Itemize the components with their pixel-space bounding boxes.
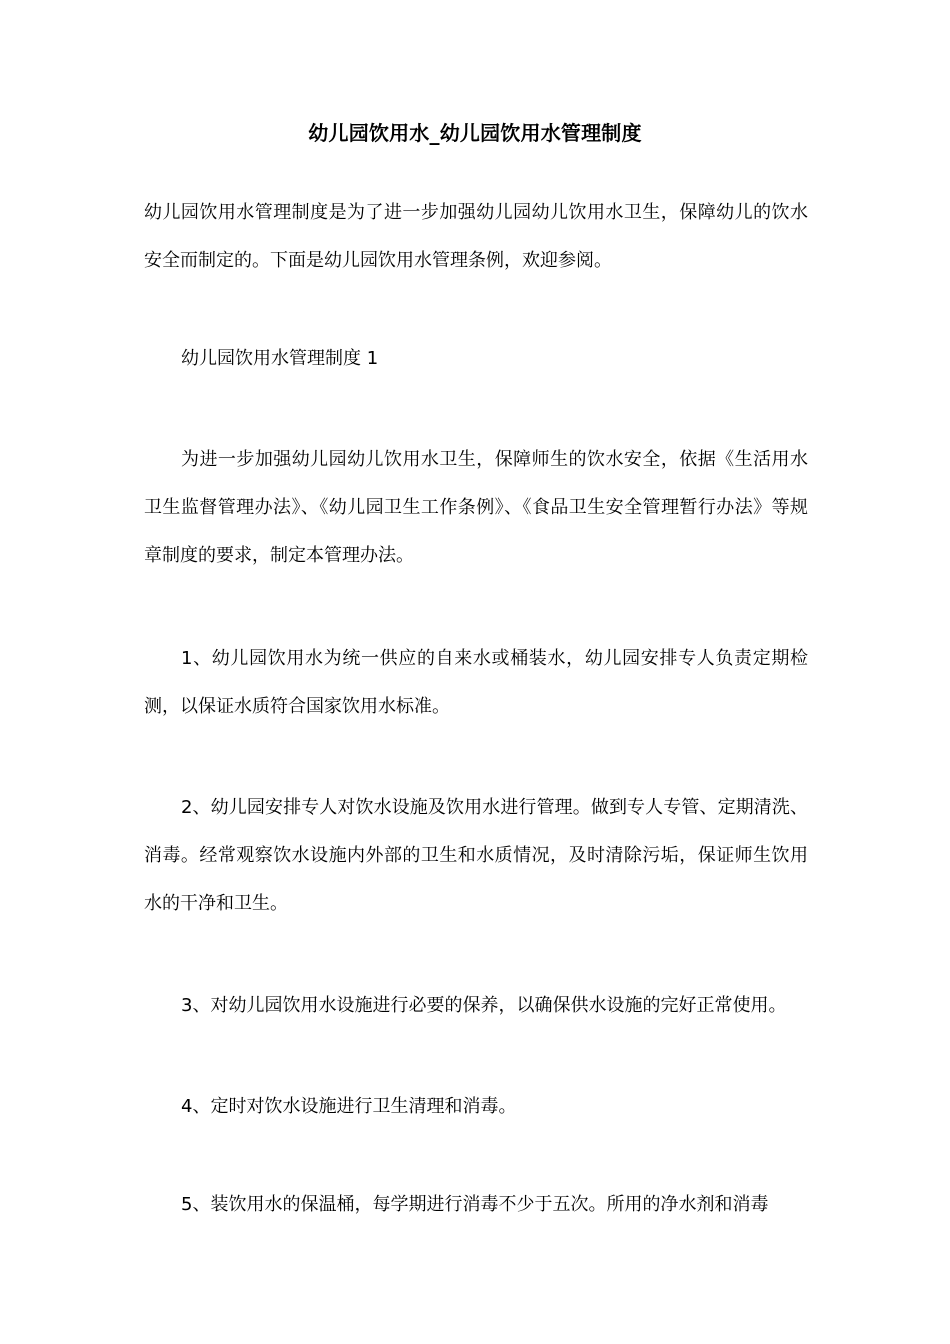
list-item: 4、定时对饮水设施进行卫生清理和消毒。: [181, 1096, 517, 1117]
list-item: 1、幼儿园饮用水为统一供应的自来水或桶装水，幼儿园安排专人负责定期检测，以保证水质符合国家饮用水标准。: [144, 648, 808, 717]
list-item: 3、对幼儿园饮用水设施进行必要的保养，以确保供水设施的完好正常使用。: [181, 995, 787, 1016]
intro-paragraph: 幼儿园饮用水管理制度是为了进一步加强幼儿园幼儿饮用水卫生，保障幼儿的饮水安全而制定的。下面是幼儿园饮用水管理条例，欢迎参阅。: [144, 202, 808, 271]
document-title: 幼儿园饮用水_幼儿园饮用水管理制度: [308, 121, 642, 145]
list-item: 2、幼儿园安排专人对饮水设施及饮用水进行管理。做到专人专管、定期清洗、消毒。经常观察饮水设施内外部的卫生和水质情况，及时清除污垢，保证师生饮用水的干净和卫生。: [144, 797, 808, 914]
list-item: 5、装饮用水的保温桶，每学期进行消毒不少于五次。所用的净水剂和消毒: [181, 1194, 769, 1215]
section-heading: 幼儿园饮用水管理制度 1: [181, 348, 379, 369]
preamble-paragraph: 为进一步加强幼儿园幼儿饮用水卫生，保障师生的饮水安全，依据《生活用水卫生监督管理办法》、《幼儿园卫生工作条例》、《食品卫生安全管理暂行办法》等规章制度的要求，制定本管理办法。: [144, 449, 808, 566]
